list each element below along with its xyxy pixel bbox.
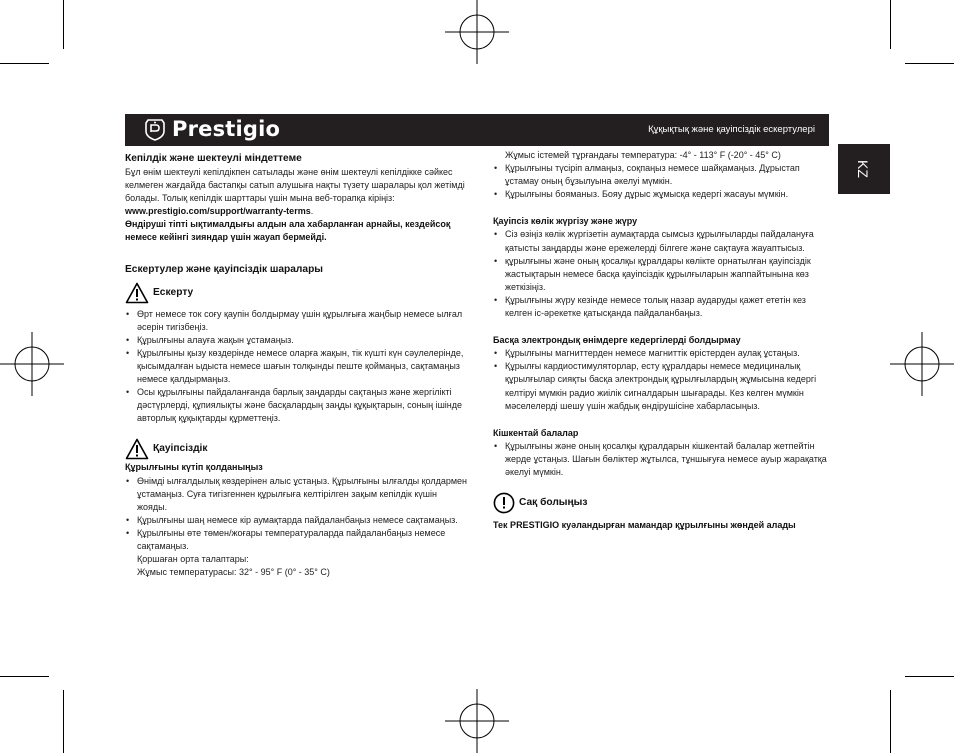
registration-mark-icon xyxy=(445,0,509,64)
crop-mark xyxy=(905,676,954,677)
crop-mark xyxy=(63,0,64,49)
language-tab xyxy=(838,144,890,194)
safety-heading: Ескертулер және қауіпсіздік шаралары xyxy=(125,263,323,275)
list-item: • Құрылғыны өте төмен/жоғары температураларда пайдаланбаңыз немесе сақтамаңыз. xyxy=(125,527,468,553)
children-list xyxy=(493,440,827,479)
warranty-url[interactable]: www.prestigio.com/support/warranty-terms xyxy=(125,206,311,217)
crop-mark xyxy=(0,63,49,64)
warning-triangle-icon xyxy=(125,282,149,304)
brand-name: Prestigio xyxy=(172,117,281,141)
list-item: • Осы құрылғыны пайдаланғанда барлық заңдарды сақтаңыз және жергілікті дәстүрлерді, құпиялықты және басқалардың заңды құқықтарын, соның ішінде авторлық құқықтарды құрметтеңіз. xyxy=(125,386,468,425)
crop-mark xyxy=(0,676,49,677)
crop-mark xyxy=(890,690,891,753)
list-item: • Құрылғыны қызу көздерінде немесе оларға жақын, тік күшті күн сәулелерінде, қысымдалған ыдыста немесе шағын толқынды пеште қоймаңыз, сақтамаңыз немесе қалдырмаңыз. xyxy=(125,347,468,386)
crop-mark xyxy=(905,63,954,64)
operating-temperature: Жұмыс температурасы: 32° - 95° F (0° - 35° C) xyxy=(137,567,330,578)
crop-mark xyxy=(63,690,64,753)
list-item: • Сіз өзіңіз көлік жүргізетін аумақтарда сымсыз құрылғыларды пайдалануға қатысты заңдарды және ережелерді білгеге және сақтауға жауаптысыз. xyxy=(493,228,827,254)
care-heading-row xyxy=(493,491,827,515)
crop-mark xyxy=(890,0,891,49)
left-column xyxy=(125,152,468,579)
list-item: • Құрылғыны жүру кезінде немесе толық назар аударуды қажет ететін кез келген іс-әрекетке қатысқанда пайдаланбаңыз. xyxy=(493,294,827,320)
list-item: • Құрылғыны алауға жақын ұстамаңыз. xyxy=(125,334,468,347)
warning-triangle-icon xyxy=(125,438,149,460)
driving-heading: Қауіпсіз көлік жүргізу және жүру xyxy=(493,216,638,227)
right-column xyxy=(493,149,827,532)
driving-list xyxy=(493,228,827,320)
care-heading: Сақ болыңыз xyxy=(519,497,588,509)
list-item: • Құрылғыны шаң немесе кір аумақтарда пайдаланбаңыз немесе сақтамаңыз. xyxy=(125,514,468,527)
warranty-text: Бұл өнім шектеулі кепілдікпен сатылады және өнім шектеулі кепілдікке сәйкес келмеген жағдайда бастапқы сатып алушыға нақты түзету шаралары қол жетімді болады. Толық кепілдік шарттары үшін мына веб-торапқа кіріңіз: xyxy=(125,167,465,204)
page-title: Құқықтық және қауіпсіздік ескертулері xyxy=(648,124,815,135)
warranty-url-suffix: . xyxy=(310,206,314,217)
caution-heading-row xyxy=(125,281,468,305)
list-item: • Құрылғыны және оның қосалқы құралдарын кішкентай балалар жетпейтін жерде ұстаңыз. Шағын бөліктер жұтылса, тұншығуға немесе ауыр жарақатқа әкелуі мүмкін. xyxy=(493,440,827,479)
registration-mark-icon xyxy=(890,332,954,396)
warranty-link-line xyxy=(125,205,468,218)
children-heading: Кішкентай балалар xyxy=(493,427,579,438)
list-item: • Құрылғыны магниттерден немесе магниттік өрістерден аулақ ұстаңыз. xyxy=(493,347,827,360)
care-text: Тек PRESTIGIO куәландырған мамандар құрылғыны жөндей алады xyxy=(493,520,796,531)
brand-logo xyxy=(143,117,280,141)
exclamation-circle-icon xyxy=(493,492,515,514)
care-list xyxy=(493,162,827,201)
device-care-list xyxy=(125,475,468,554)
warranty-disclaimer: Өндіруші тіпті ықтималдығы алдын ала хабарланған арнайы, кездейсоқ немесе кейінгі зияндар үшін жауап бермейді. xyxy=(125,219,451,243)
list-item: • құрылғыны және оның қосалқы құралдары көлікте орнатылған қауіпсіздік жастықтарын немесе басқа қауіпсіздік құрылғыларын жаппайтынына көз жеткізіңіз. xyxy=(493,255,827,294)
language-tab-label: KZ xyxy=(855,160,871,178)
warranty-heading: Кепілдік және шектеулі міндеттеме xyxy=(125,153,302,164)
list-item: • Құрылғы кардиостимуляторлар, есту құралдары немесе медициналық құрылғылар сияқты басқа электрондық құрылғылардың жұмысына кедергі келтіруі мүмкін радио жиілік сигналдарын шығарады. Кез келген мүмкін мәселелерді шешу үшін жабдық өндірушісіне хабарласыңыз. xyxy=(493,360,827,412)
registration-mark-icon xyxy=(445,689,509,753)
list-item: • Құрылғыны бояманыз. Бояу дұрыс жұмысқа кедергі жасауы мүмкін. xyxy=(493,188,827,201)
interference-heading: Басқа электрондық өнімдерге кедергілерді болдырмау xyxy=(493,335,741,346)
list-item: • Құрылғыны түсіріп алмаңыз, соқпаңыз немесе шайқамаңыз. Дұрыстап ұстамау оның бұзылуына әкелуі мүмкін. xyxy=(493,162,827,188)
registration-mark-icon xyxy=(0,332,64,396)
caution-heading: Ескерту xyxy=(153,286,194,298)
device-care-heading: Құрылғыны күтіп қолданыңыз xyxy=(125,462,263,473)
storage-temperature: Жұмыс істемей тұрғандағы температура: -4° - 113° F (-20° - 45° C) xyxy=(505,150,781,160)
list-item: • Өрт немесе ток соғу қаупін болдырмау үшін құрылғыға жаңбыр немесе ылғал әсерін тигізбеңіз. xyxy=(125,308,468,334)
caution-list xyxy=(125,308,468,426)
page-header xyxy=(125,114,829,146)
security-heading-row xyxy=(125,437,468,461)
list-item: • Өнімді ылғалдылық көздерінен алыс ұстаңыз. Құрылғыны ылғалды қолдармен ұстамаңыз. Суға тигізгеннен құрылғыға келтірілген зақым кепілдік күшін жояды. xyxy=(125,475,468,514)
environment-label: Қоршаған орта талаптары: xyxy=(137,554,249,565)
interference-list xyxy=(493,347,827,412)
security-heading: Қауіпсіздік xyxy=(153,443,208,455)
prestigio-logo-icon xyxy=(143,117,167,141)
